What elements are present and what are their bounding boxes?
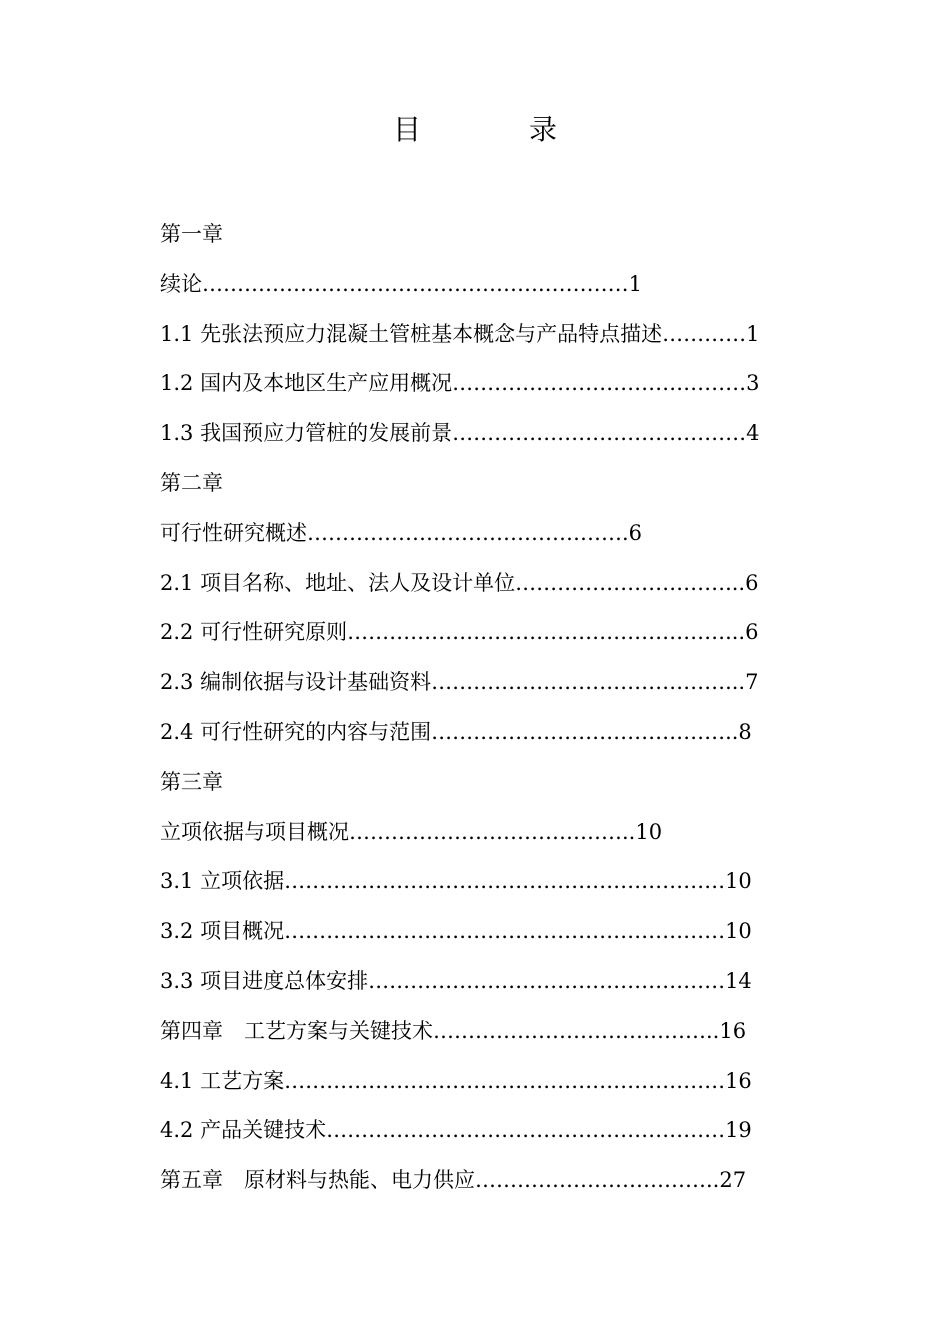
toc-entry: 1.1 先张法预应力混凝土管桩基本概念与产品特点描述…………1 [160, 321, 760, 346]
toc-entry: 4.2 产品关键技术…………………………………………………19 [160, 1118, 752, 1143]
toc-entry: 4.1 工艺方案………………………………………………………16 [160, 1068, 752, 1093]
toc-entry: 1.3 我国预应力管桩的发展前景……………………………………4 [160, 421, 760, 446]
toc-entry: 续论………………………………………….…………1 [160, 271, 643, 296]
toc-entry: 第五章 原材料与热能、电力供应……………………………..27 [160, 1168, 747, 1193]
toc-chapter-heading: 第二章 [160, 470, 223, 495]
toc-entry: 2.2 可行性研究原则………………………………………………...6 [160, 620, 759, 645]
toc-entry: 2.1 项目名称、地址、法人及设计单位…………………………...6 [160, 570, 759, 595]
toc-entry: 第四章 工艺方案与关键技术…………………………………..16 [160, 1018, 747, 1043]
toc-entry: 1.2 国内及本地区生产应用概况……………………………………3 [160, 371, 760, 396]
toc-entry: 2.3 编制依据与设计基础资料……………………………………...7 [160, 670, 759, 695]
toc-entry: 3.1 立项依据………………………………………………………10 [160, 869, 752, 894]
page-title: 目 录 [392, 113, 597, 146]
toc-entry: 3.3 项目进度总体安排……………………………………………14 [160, 968, 752, 993]
toc-entry: 立项依据与项目概况…………………………………..10 [160, 819, 663, 844]
toc-entry: 可行性研究概述……………………………………….6 [160, 520, 643, 545]
toc-chapter-heading: 第一章 [160, 222, 223, 246]
toc-entry: 3.2 项目概况………………………………………………………10 [160, 919, 752, 944]
toc-entry: 2.4 可行性研究的内容与范围……………………………………..8 [160, 719, 752, 744]
table-of-contents [160, 212, 840, 1208]
toc-chapter-heading: 第三章 [160, 769, 223, 794]
